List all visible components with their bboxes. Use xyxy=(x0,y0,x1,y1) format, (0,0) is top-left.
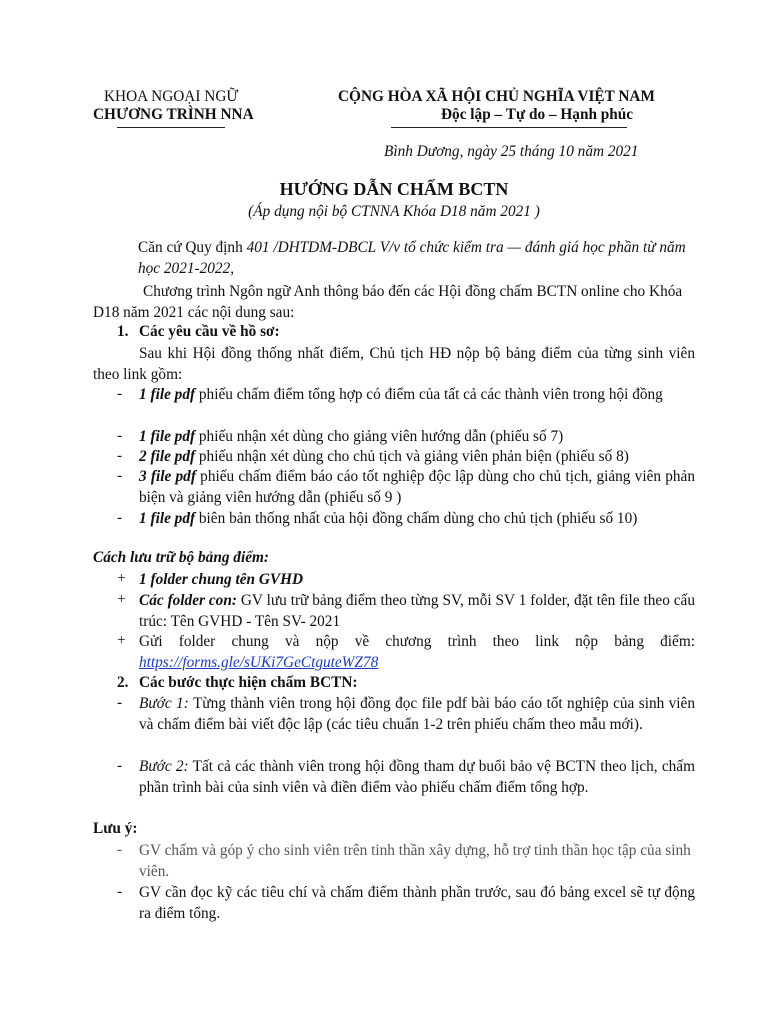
republic-name: CỘNG HÒA XÃ HỘI CHỦ NGHĨA VIỆT NAM xyxy=(338,88,655,105)
item-emphasis: Các folder con: xyxy=(139,592,237,609)
list-marker: + xyxy=(117,632,126,649)
item-text: phiếu nhận xét dùng cho giảng viên hướng dẫn (phiếu số 7) xyxy=(195,428,564,445)
list-marker: - xyxy=(117,694,123,711)
list-marker: - xyxy=(117,883,123,900)
list-marker: + xyxy=(117,570,126,587)
item-emphasis: 1 file pdf xyxy=(139,510,196,527)
storage-heading: Cách lưu trữ bộ bảng điểm: xyxy=(93,549,269,566)
section-2-heading: Các bước thực hiện chấm BCTN: xyxy=(139,674,358,691)
item-text: phiếu chấm điểm báo cáo tốt nghiệp độc lập dùng cho chủ tịch, giảng viên phản biện và giảng viên hướng dẫn (phiếu số 9 ) xyxy=(139,468,695,506)
list-item xyxy=(139,467,695,508)
item-emphasis: 3 file pdf xyxy=(139,468,196,485)
list-item xyxy=(139,385,695,406)
item-text: biên bản thống nhất của hội đồng chấm dùng cho chủ tịch (phiếu số 10) xyxy=(195,510,638,527)
list-item xyxy=(139,427,695,448)
note-item: GV chấm và góp ý cho sinh viên trên tinh thần xây dựng, hỗ trợ tinh thần học tập của sinh viên. xyxy=(139,842,691,880)
list-item xyxy=(139,632,695,673)
document-subtitle: (Áp dụng nội bộ CTNNA Khóa D18 năm 2021 ) xyxy=(248,203,540,220)
section-2-number: 2. xyxy=(117,674,129,691)
step-label: Bước 2: xyxy=(139,758,189,775)
item-text: GV lưu trữ bảng điểm theo từng SV, mỗi SV 1 folder, đặt tên file theo cấu trúc: Tên GVHD - Tên SV- 2021 xyxy=(139,592,695,630)
section-1-number: 1. xyxy=(117,323,129,340)
step-item xyxy=(139,694,695,735)
document-title: HƯỚNG DẪN CHẤM BCTN xyxy=(279,179,509,199)
program-name: CHƯƠNG TRÌNH NNA xyxy=(93,106,254,123)
step-text: Tất cả các thành viên trong hội đồng tham dự buổi bảo vệ BCTN theo lịch, chấm phần trình bài của sinh viên và điền điểm vào phiếu chấm điểm tổng hợp. xyxy=(139,758,695,796)
list-marker: + xyxy=(117,591,126,608)
item-emphasis: 1 file pdf xyxy=(139,428,196,445)
step-label: Bước 1: xyxy=(139,695,189,712)
item-emphasis: 1 file pdf xyxy=(139,386,196,403)
item-text: Gửi folder chung và nộp về chương trình theo link nộp bảng điểm: xyxy=(139,633,695,650)
note-item: GV cần đọc kỹ các tiêu chí và chấm điểm thành phần trước, sau đó bảng excel sẽ tự động ra điểm tổng. xyxy=(139,884,695,922)
date-line: Bình Dương, ngày 25 tháng 10 năm 2021 xyxy=(384,143,639,160)
step-item xyxy=(139,757,695,798)
list-item xyxy=(139,447,695,468)
step-text: Từng thành viên trong hội đồng đọc file pdf bài báo cáo tốt nghiệp của sinh viên và chấm điểm bài viết độc lập (các tiêu chuẩn 1-2 trên phiếu chấm theo mẫu mới). xyxy=(139,695,695,733)
list-marker: - xyxy=(117,447,123,464)
list-marker: - xyxy=(117,841,123,858)
list-item xyxy=(139,570,695,591)
list-marker: - xyxy=(117,509,123,526)
faculty-name: KHOA NGOẠI NGỮ xyxy=(104,88,239,105)
list-marker: - xyxy=(117,385,123,402)
legal-basis-prefix: Căn cứ Quy định xyxy=(138,239,247,256)
item-emphasis: 2 file pdf xyxy=(139,448,196,465)
list-marker: - xyxy=(117,427,123,444)
motto-underline xyxy=(391,127,627,128)
section-1-lead: Sau khi Hội đồng thống nhất điểm, Chủ tịch HĐ nộp bộ bảng điểm của từng sinh viên theo link gồm: xyxy=(93,345,695,383)
list-marker: - xyxy=(117,757,123,774)
submission-link[interactable]: https://forms.gle/sUKi7GeCtguteWZ78 xyxy=(139,653,379,671)
list-marker: - xyxy=(117,467,123,484)
legal-basis-reference: 401 /DHTDM-DBCL V/v tổ chức kiểm tra — đánh giá học phần từ năm học 2021-2022, xyxy=(138,239,686,277)
notes-heading: Lưu ý: xyxy=(93,820,138,837)
legal-basis xyxy=(138,238,693,279)
item-emphasis: 1 folder chung tên GVHD xyxy=(139,571,304,588)
list-item xyxy=(139,591,695,632)
item-text: phiếu chấm điểm tổng hợp có điểm của tất cả các thành viên trong hội đồng xyxy=(195,386,663,403)
item-text: phiếu nhận xét dùng cho chủ tịch và giảng viên phản biện (phiếu số 8) xyxy=(195,448,629,465)
program-underline xyxy=(117,127,225,128)
section-1-heading: Các yêu cầu về hồ sơ: xyxy=(139,323,280,340)
list-item xyxy=(139,509,695,530)
announcement: Chương trình Ngôn ngữ Anh thông báo đến các Hội đồng chấm BCTN online cho Khóa D18 năm 2021 các nội dung sau: xyxy=(93,283,683,321)
national-motto: Độc lập – Tự do – Hạnh phúc xyxy=(441,106,634,123)
